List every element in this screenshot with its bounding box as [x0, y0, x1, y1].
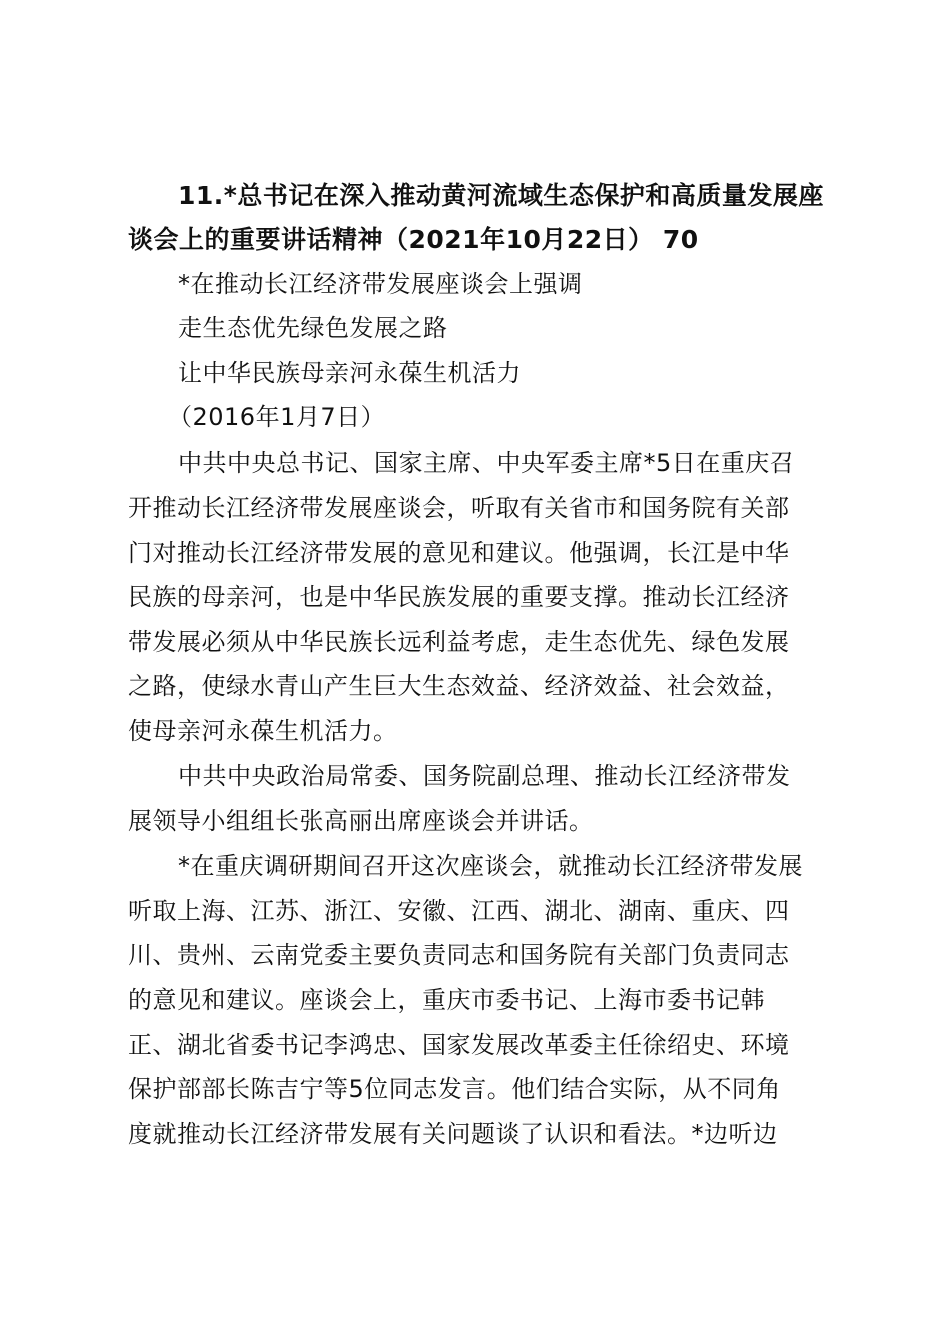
paragraph-3-line-3: 川、贵州、云南党委主要负责同志和国务院有关部门负责同志: [128, 941, 790, 969]
paragraph-2-line-2: 展领导小组组长张高丽出席座谈会并讲话。: [128, 807, 594, 835]
toc-heading-line-1: 11.*总书记在深入推动黄河流域生态保护和高质量发展座: [178, 181, 824, 210]
article-date: （2016年1月7日）: [168, 403, 386, 431]
paragraph-1-line-4: 民族的母亲河，也是中华民族发展的重要支撑。推动长江经济: [128, 583, 790, 611]
paragraph-3-line-6: 保护部部长陈吉宁等5位同志发言。他们结合实际，从不同角: [128, 1075, 781, 1103]
paragraph-1-line-7: 使母亲河永葆生机活力。: [128, 717, 398, 745]
paragraph-1-line-2: 开推动长江经济带发展座谈会，听取有关省市和国务院有关部: [128, 494, 790, 522]
paragraph-1-line-3: 门对推动长江经济带发展的意见和建议。他强调，长江是中华: [128, 539, 790, 567]
article-title-line-2: 走生态优先绿色发展之路: [178, 314, 448, 342]
article-title-line-1: *在推动长江经济带发展座谈会上强调: [178, 270, 583, 298]
paragraph-1-line-1: 中共中央总书记、国家主席、中央军委主席*5日在重庆召: [178, 449, 795, 477]
paragraph-1-line-5: 带发展必须从中华民族长远利益考虑，走生态优先、绿色发展: [128, 628, 790, 656]
paragraph-3-line-2: 听取上海、江苏、浙江、安徽、江西、湖北、湖南、重庆、四: [128, 897, 790, 925]
paragraph-3-line-5: 正、湖北省委书记李鸿忠、国家发展改革委主任徐绍史、环境: [128, 1031, 790, 1059]
article-title-line-3: 让中华民族母亲河永葆生机活力: [178, 359, 521, 387]
toc-heading-line-2: 谈会上的重要讲话精神（2021年10月22日） 70: [128, 225, 699, 254]
paragraph-3-line-4: 的意见和建议。座谈会上，重庆市委书记、上海市委书记韩: [128, 986, 765, 1014]
paragraph-3-line-1: *在重庆调研期间召开这次座谈会，就推动长江经济带发展: [178, 852, 803, 880]
paragraph-3-line-7: 度就推动长江经济带发展有关问题谈了认识和看法。*边听边: [128, 1120, 778, 1148]
paragraph-2-line-1: 中共中央政治局常委、国务院副总理、推动长江经济带发: [178, 762, 791, 790]
paragraph-1-line-6: 之路，使绿水青山产生巨大生态效益、经济效益、社会效益，: [128, 672, 790, 700]
